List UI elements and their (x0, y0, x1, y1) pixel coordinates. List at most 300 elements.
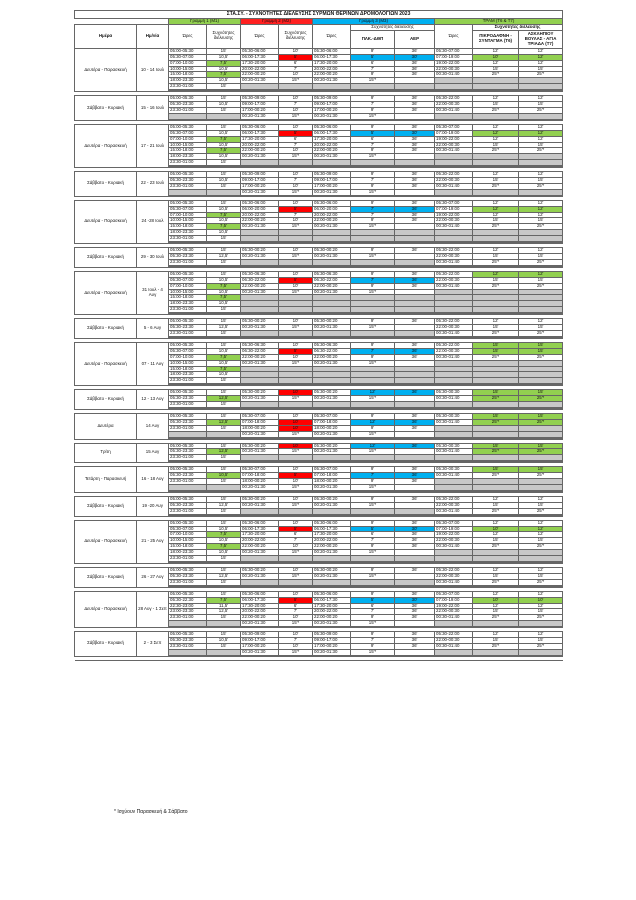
m1-freq-cell: 10,5' (207, 638, 241, 644)
m2-hours-cell: 05:30-00:20 (241, 319, 279, 325)
tr-hours-cell: 00:30-01:40 (435, 643, 473, 649)
tr-freq-cell: 10' (473, 526, 519, 532)
m2-hours-cell: 05:30-06:00 (241, 520, 279, 526)
m2-hours-cell: 00:20-01:30 (241, 396, 279, 402)
m1-hours-cell: 23:30-01:00 (169, 643, 207, 649)
m2-hours-cell: 05:30-00:20 (241, 390, 279, 396)
tr-freq-cell: 25'* (519, 615, 563, 621)
m1-hours-cell: 05:00-05:30 (169, 200, 207, 206)
m3-freq-cell: 36' (395, 591, 435, 597)
m3-hours-cell: 06:00-17:30 (313, 597, 351, 603)
m3-freq-cell: 9' (351, 643, 395, 649)
day-cell: Δευτέρα - Παρασκευή (75, 591, 137, 627)
m3-freq-cell: 6' (351, 532, 395, 538)
tr-freq-cell: 15' (473, 573, 519, 579)
m1-freq-cell: 15' (207, 443, 241, 449)
m3-freq-cell: 9' (351, 496, 395, 502)
tram-hours-header: Ώρες (435, 24, 473, 48)
m2-hours-cell: 05:30-09:00 (241, 632, 279, 638)
m2-freq-cell: 10' (279, 591, 313, 597)
date-cell: 16 - 18 Αυγ (137, 467, 169, 493)
tr-freq-cell: 15' (519, 178, 563, 184)
m2-hours-cell: 06:00-17:30 (241, 54, 279, 60)
tr-freq-cell: 12' (519, 206, 563, 212)
m1-freq-cell: 15' (207, 84, 241, 90)
m3-hours-cell: 00:20-01:30 (313, 254, 351, 260)
m3-freq-cell: 36' (395, 218, 435, 224)
tr-freq-cell: 15' (519, 348, 563, 354)
m2-hours-cell: 22:00-00:20 (241, 283, 279, 289)
m1-freq-cell: 10,5' (207, 348, 241, 354)
m1-hours-cell: 05:30-23:30 (169, 254, 207, 260)
m2-hours-cell: 09:00-17:00 (241, 638, 279, 644)
tr-freq-cell: 12' (473, 130, 519, 136)
m3-hours-cell: 17:30-20:00 (313, 532, 351, 538)
schedule-body (75, 48, 563, 660)
m2-freq-cell: 15'* (279, 396, 313, 402)
m2-hours-cell: 05:30-09:00 (241, 172, 279, 178)
m3-hours-cell: 22:00-00:20 (313, 72, 351, 78)
m1-hours-cell: 18:00-23:30 (169, 372, 207, 378)
m3-freq-cell: 5' (351, 130, 395, 136)
m2-freq-cell: 10' (279, 390, 313, 396)
m1-hours-cell: 05:30-23:30 (169, 502, 207, 508)
tr-freq-cell: 15' (473, 609, 519, 615)
tr-freq-cell: 25'* (473, 544, 519, 550)
m3-freq-cell: 7' (351, 277, 395, 283)
m2-hours-cell: 05:30-00:20 (241, 496, 279, 502)
m1-freq-cell: 10,5' (207, 360, 241, 366)
tram-t7-header: ΑΣΚΛΗΠΙΟΥ ΒΟΥΛΑΣ - ΑΓΙΑ ΤΡΙΑΔΑ (Τ7) (519, 30, 563, 48)
m2-hours-cell: 00:20-01:30 (241, 360, 279, 366)
m2-hours-cell: 00:20-01:30 (241, 649, 279, 655)
tr-freq-cell: 25'* (473, 396, 519, 402)
day-cell: Τρίτη (75, 443, 137, 463)
m1-hours-cell: 15:00-18:00 (169, 72, 207, 78)
tr-freq-cell: 12' (473, 124, 519, 130)
tr-freq-cell: 15' (519, 390, 563, 396)
m1-hours-cell: 10:00-15:00 (169, 360, 207, 366)
m3-freq-cell: 36' (395, 283, 435, 289)
m3-hours-cell: 07:00-18:00 (313, 473, 351, 479)
tr-hours-cell: 22:00-00:30 (435, 348, 473, 354)
m2-hours-cell: 09:00-17:00 (241, 102, 279, 108)
m3-freq-cell: 6' (351, 60, 395, 66)
m3-freq-cell: 7' (351, 638, 395, 644)
m1-freq-cell: 15' (207, 413, 241, 419)
m3-freq-cell: 7' (351, 142, 395, 148)
m1-hours-cell: 15:00-18:00 (169, 544, 207, 550)
tr-hours-cell: 00:30-01:40 (435, 449, 473, 455)
tr-freq-cell: 25'* (519, 396, 563, 402)
m1-hours-cell: 07:00-10:00 (169, 212, 207, 218)
m1-hours-cell: 05:00-05:30 (169, 248, 207, 254)
m3-freq-cell: 12' (351, 419, 395, 425)
m2-freq-cell: 10' (279, 124, 313, 130)
separator-cell (75, 656, 563, 660)
m3-freq-cell: 9' (351, 200, 395, 206)
m3-freq-cell: 36' (395, 96, 435, 102)
line-1-header: Γραμμή 1 (M1) (169, 19, 241, 25)
m2-hours-cell: 00:20-01:30 (241, 550, 279, 556)
m1-freq-cell: 12,5' (207, 449, 241, 455)
m3-freq-cell: 9' (351, 354, 395, 360)
m3-hours-cell: 05:30-00:20 (313, 567, 351, 573)
tr-hours-cell: 00:30-01:40 (435, 283, 473, 289)
tr-freq-cell: 12' (519, 591, 563, 597)
m3-freq-cell: 30' (395, 526, 435, 532)
tr-freq-cell: 15' (519, 142, 563, 148)
date-cell: 5 - 6 Αυγ (137, 319, 169, 339)
block-separator (75, 656, 563, 660)
tr-freq-cell: 25'* (473, 508, 519, 514)
tr-hours-cell: 05:30-22:00 (435, 567, 473, 573)
m1-hours-cell: 05:30-23:30 (169, 638, 207, 644)
tr-hours-cell: 00:30-01:40 (435, 183, 473, 189)
tr-freq-cell: 10' (473, 54, 519, 60)
day-cell: Δευτέρα - Παρασκευή (75, 124, 137, 167)
m3-freq-cell: 9' (351, 591, 395, 597)
m1-freq-cell: 15' (207, 632, 241, 638)
tr-hours-cell: 05:30-07:00 (435, 124, 473, 130)
m3-freq-cell: 36' (395, 342, 435, 348)
m1-freq-cell: 15' (207, 455, 241, 461)
m3-freq-cell: 15'* (351, 449, 395, 455)
tr-freq-cell: 25'* (473, 283, 519, 289)
m3-freq-cell: 36' (395, 532, 435, 538)
tr-freq-cell: 25'* (519, 283, 563, 289)
m1-hours-cell: 05:30-07:00 (169, 206, 207, 212)
m2-hours-cell: 17:00-00:20 (241, 107, 279, 113)
m2-freq-cell: 15'* (279, 78, 313, 84)
tr-hours-cell: 07:00-19:00 (435, 54, 473, 60)
m1-freq-cell: 12,5' (207, 396, 241, 402)
m3-hours-cell: 22:00-00:20 (313, 283, 351, 289)
tr-hours-cell: 19:00-22:00 (435, 532, 473, 538)
tr-freq-cell: 12' (473, 520, 519, 526)
m1-hours-cell: 23:30-01:00 (169, 508, 207, 514)
tr-hours-cell: 22:00-00:30 (435, 218, 473, 224)
m2-hours-cell: 00:20-01:30 (241, 485, 279, 491)
m3-freq-cell: 12' (351, 390, 395, 396)
m2-freq-cell: 7' (279, 102, 313, 108)
m2-hours-cell: 17:00-00:20 (241, 643, 279, 649)
tr-freq-cell: 12' (519, 520, 563, 526)
tr-hours-cell: 00:30-01:40 (435, 148, 473, 154)
m2-freq-cell: 10' (279, 479, 313, 485)
m2-freq-cell: 10' (279, 248, 313, 254)
m1-freq-cell: 15' (207, 508, 241, 514)
tr-hours-cell: 05:30-00:30 (435, 467, 473, 473)
m3-freq-cell: 15'* (351, 573, 395, 579)
m1-hours-cell: 23:30-01:00 (169, 425, 207, 431)
tr-freq-cell: 12' (519, 496, 563, 502)
m3-hours-cell: 00:20-01:30 (313, 189, 351, 195)
m1-hours-cell: 10:00-15:00 (169, 218, 207, 224)
tr-freq-cell: 12' (519, 124, 563, 130)
m3-freq-cell: 36' (395, 419, 435, 425)
m2-freq-cell: 10' (279, 496, 313, 502)
m3-freq-cell: 9' (351, 183, 395, 189)
tr-freq-cell: 15' (519, 502, 563, 508)
m2-freq-cell: 10' (279, 544, 313, 550)
m1-freq-cell: 10,5' (207, 538, 241, 544)
m2-freq-cell: 5' (279, 526, 313, 532)
m1-hours-cell: 23:30-01:00 (169, 307, 207, 313)
tr-freq-cell: 12' (519, 567, 563, 573)
m3-freq-cell: 36' (395, 102, 435, 108)
m2-hours-cell: 17:30-20:00 (241, 60, 279, 66)
tr-freq-cell: 15' (473, 538, 519, 544)
m2-freq-cell: 10' (279, 107, 313, 113)
m3-hours-cell: 17:30-20:00 (313, 136, 351, 142)
m3-freq-cell: 9' (351, 271, 395, 277)
tr-freq-cell: 15' (519, 413, 563, 419)
m1-hours-cell: 23:30-01:00 (169, 183, 207, 189)
m3-hours-cell: 00:20-01:30 (313, 78, 351, 84)
m1-hours-cell: 15:00-18:00 (169, 366, 207, 372)
m1-freq-cell: 15' (207, 342, 241, 348)
m1-hours-cell: 10:00-15:00 (169, 538, 207, 544)
m1-freq-cell: 15' (207, 183, 241, 189)
frequency-table (74, 10, 563, 661)
m2-freq-cell: 15'* (279, 325, 313, 331)
m3-freq-cell: 7' (351, 102, 395, 108)
m3-freq-cell: 36' (395, 277, 435, 283)
m3-freq-cell: 9' (351, 413, 395, 419)
m2-freq-cell: 15'* (279, 485, 313, 491)
date-cell: 28 Αυγ - 1 Σεπ (137, 591, 169, 627)
m3-freq-cell: 36' (395, 538, 435, 544)
m1-freq-cell: 12,5' (207, 419, 241, 425)
m3-hours-cell: 22:00-00:20 (313, 544, 351, 550)
m1-hours-cell: 05:00-05:30 (169, 567, 207, 573)
tr-freq-cell: 25'* (473, 615, 519, 621)
tr-freq-cell: 12' (519, 248, 563, 254)
m2-freq-cell: 7' (279, 212, 313, 218)
m2-freq-cell: 10' (279, 413, 313, 419)
m1-freq-cell: 15' (207, 107, 241, 113)
m1-hours-cell: 05:30-07:00 (169, 348, 207, 354)
tr-freq-cell: 12' (519, 603, 563, 609)
m3-freq-cell: 9' (351, 248, 395, 254)
m3-hours-cell: 05:30-06:00 (313, 124, 351, 130)
m1-freq-cell: 10,5' (207, 78, 241, 84)
tr-freq-cell: 25'* (473, 449, 519, 455)
tr-freq-cell: 12' (519, 200, 563, 206)
m1-hours-cell: 07:00-10:00 (169, 60, 207, 66)
day-cell: Σάββατο - Κυριακή (75, 319, 137, 339)
tr-hours-cell: 05:30-00:30 (435, 390, 473, 396)
m1-freq-cell: 10,5' (207, 206, 241, 212)
tr-freq-cell: 12' (519, 271, 563, 277)
tr-freq-cell: 25'* (519, 579, 563, 585)
tr-freq-cell: 15' (473, 178, 519, 184)
m3-freq-cell: 36' (395, 496, 435, 502)
tr-freq-cell: 12' (519, 632, 563, 638)
m2-freq-cell: 10' (279, 354, 313, 360)
m1-freq-cell: 7,5' (207, 544, 241, 550)
m1-freq-cell: 15' (207, 319, 241, 325)
m2-hours-cell: 22:00-00:20 (241, 218, 279, 224)
tr-freq-cell: 12' (473, 200, 519, 206)
m1-freq-cell: 15' (207, 567, 241, 573)
tr-hours-cell: 07:00-19:00 (435, 130, 473, 136)
tr-hours-cell: 19:00-22:00 (435, 603, 473, 609)
m2-freq-cell: 15'* (279, 449, 313, 455)
m3-freq-cell: 36' (395, 212, 435, 218)
m2-freq-cell: 15'* (279, 573, 313, 579)
date-cell: 19 -20 Αυγ (137, 496, 169, 516)
m1-freq-cell: 15' (207, 271, 241, 277)
tr-hours-cell: 00:30-01:40 (435, 330, 473, 336)
m1-hours-cell: 05:00-05:30 (169, 271, 207, 277)
m2-hours-cell: 05:30-06:00 (241, 124, 279, 130)
tr-hours-cell: 22:00-00:30 (435, 102, 473, 108)
m2-freq-cell: 10' (279, 148, 313, 154)
m3-hours-cell: 05:30-06:30 (313, 271, 351, 277)
m2-hours-cell: 17:30-20:00 (241, 136, 279, 142)
m2-freq-cell: 10' (279, 567, 313, 573)
m1-freq-cell: 10,5' (207, 178, 241, 184)
m3-freq-cell: 30' (395, 130, 435, 136)
m1-freq-cell: 15' (207, 591, 241, 597)
m3-hours-cell: 06:00-17:30 (313, 54, 351, 60)
m1-hours-cell: 23:30-01:00 (169, 330, 207, 336)
m3-hours-cell: 05:30-09:00 (313, 96, 351, 102)
m2-freq-cell: 5' (279, 54, 313, 60)
m3-freq-cell: 9' (351, 283, 395, 289)
tr-freq-cell: 12' (473, 48, 519, 54)
m3-hours-cell: 22:00-00:20 (313, 615, 351, 621)
date-cell: 10 - 14 Ιουλ (137, 48, 169, 91)
tr-freq-cell: 15' (519, 254, 563, 260)
tr-freq-cell: 12' (519, 60, 563, 66)
tr-freq-cell: 12' (473, 248, 519, 254)
m3-freq-cell: 9' (351, 479, 395, 485)
m3-freq-cell: 36' (395, 72, 435, 78)
line-2-header: Γραμμή 2 (M2) (241, 19, 313, 25)
tr-freq-cell: 12' (473, 632, 519, 638)
m3-hours-cell: 05:30-00:20 (313, 248, 351, 254)
m2-freq-cell: 10' (279, 48, 313, 54)
date-cell: 15 Αυγ (137, 443, 169, 463)
m1-hours-cell: 07:00-10:00 (169, 532, 207, 538)
m1-hours-cell: 05:30-07:00 (169, 130, 207, 136)
tr-hours-cell: 19:00-22:00 (435, 136, 473, 142)
m1-freq-cell: 12,5' (207, 254, 241, 260)
tr-freq-cell: 15' (473, 413, 519, 419)
tr-freq-cell: 15' (519, 609, 563, 615)
m1-hours-cell: 18:00-23:30 (169, 230, 207, 236)
m3-freq-cell: 6' (351, 136, 395, 142)
m3-freq-cell: 36' (395, 567, 435, 573)
m3-freq-cell: 36' (395, 107, 435, 113)
m3-freq-cell: 36' (395, 544, 435, 550)
m1-freq-cell: 10,5' (207, 142, 241, 148)
tr-hours-cell: 00:30-01:40 (435, 396, 473, 402)
m1-hours-cell: 05:00-05:30 (169, 496, 207, 502)
tr-hours-cell: 00:30-01:40 (435, 508, 473, 514)
m3-freq-cell: 15'* (351, 289, 395, 295)
tr-freq-cell: 12' (473, 591, 519, 597)
m1-freq-cell: 10,5' (207, 372, 241, 378)
m2-freq-cell: 15'* (279, 289, 313, 295)
m1-hours-cell: 23:30-01:00 (169, 579, 207, 585)
tr-freq-cell: 25'* (519, 544, 563, 550)
tr-freq-cell: 15' (519, 277, 563, 283)
m3-freq-cell: 36' (395, 142, 435, 148)
m3-freq-cell: 36' (395, 603, 435, 609)
m1-hours-header: Ώρες (169, 24, 207, 48)
m1-hours-cell: 23:30-01:00 (169, 615, 207, 621)
m1-freq-cell: 12,5' (207, 502, 241, 508)
m3-hours-cell: 20:00-22:00 (313, 609, 351, 615)
m2-hours-cell: 18:00-00:20 (241, 425, 279, 431)
tr-freq-cell: 15' (519, 573, 563, 579)
day-cell: Δευτέρα - Παρασκευή (75, 342, 137, 385)
m3-freq-cell: 36' (395, 206, 435, 212)
m3-freq-cell: 36' (395, 443, 435, 449)
tr-hours-cell: 22:00-00:30 (435, 178, 473, 184)
m2-hours-cell: 00:20-01:30 (241, 254, 279, 260)
m1-hours-cell: 05:00-05:30 (169, 48, 207, 54)
day-cell: Σάββατο - Κυριακή (75, 390, 137, 410)
m1-freq-cell: 15' (207, 615, 241, 621)
m2-freq-cell: 10' (279, 183, 313, 189)
m3-aer-header: ΑΕΡ (395, 30, 435, 48)
m3-hours-cell: 00:20-01:30 (313, 289, 351, 295)
m3-freq-cell: 36' (395, 66, 435, 72)
m2-hours-cell: 06:00-20:00 (241, 206, 279, 212)
tr-hours-cell: 05:30-00:30 (435, 443, 473, 449)
tr-freq-cell: 12' (519, 96, 563, 102)
m3-freq-cell: 15'* (351, 621, 395, 627)
tr-freq-cell: 15' (473, 390, 519, 396)
m3-hours-cell: 09:00-17:00 (313, 102, 351, 108)
tr-hours-cell: 05:30-22:00 (435, 632, 473, 638)
tr-freq-cell: 25'* (473, 330, 519, 336)
tr-hours-cell: 07:00-19:00 (435, 597, 473, 603)
tr-freq-cell: 15' (473, 348, 519, 354)
date-cell: 26 - 27 Αυγ (137, 567, 169, 587)
m1-freq-cell: 10,5' (207, 66, 241, 72)
tr-hours-cell: 22:00-00:30 (435, 142, 473, 148)
m3-freq-cell: 15'* (351, 360, 395, 366)
tr-hours-cell: 00:30-01:40 (435, 224, 473, 230)
tr-freq-cell: 15' (473, 638, 519, 644)
m1-freq-cell: 15' (207, 236, 241, 242)
m2-freq-cell: 15'* (279, 621, 313, 627)
day-cell: Δευτέρα - Παρασκευή (75, 520, 137, 563)
m1-freq-cell: 15' (207, 124, 241, 130)
m3-hours-cell: 22:00-00:20 (313, 218, 351, 224)
m3-freq-cell: 36' (395, 319, 435, 325)
m1-freq-cell: 15' (207, 643, 241, 649)
day-cell: Σάββατο - Κυριακή (75, 96, 137, 121)
m3-freq-cell: 9' (351, 567, 395, 573)
m3-freq-cell: 30' (395, 597, 435, 603)
m2-freq-cell: 15'* (279, 189, 313, 195)
m2-freq-cell: 10' (279, 96, 313, 102)
m3-freq-cell: 9' (351, 148, 395, 154)
m1-freq-cell: 7,5' (207, 148, 241, 154)
m1-hours-cell: 23:00-23:30 (169, 609, 207, 615)
m3-freq-cell: 36' (395, 609, 435, 615)
m1-freq-cell: 15' (207, 520, 241, 526)
m1-freq-cell: 12,5' (207, 573, 241, 579)
m3-freq-cell: 9' (351, 218, 395, 224)
